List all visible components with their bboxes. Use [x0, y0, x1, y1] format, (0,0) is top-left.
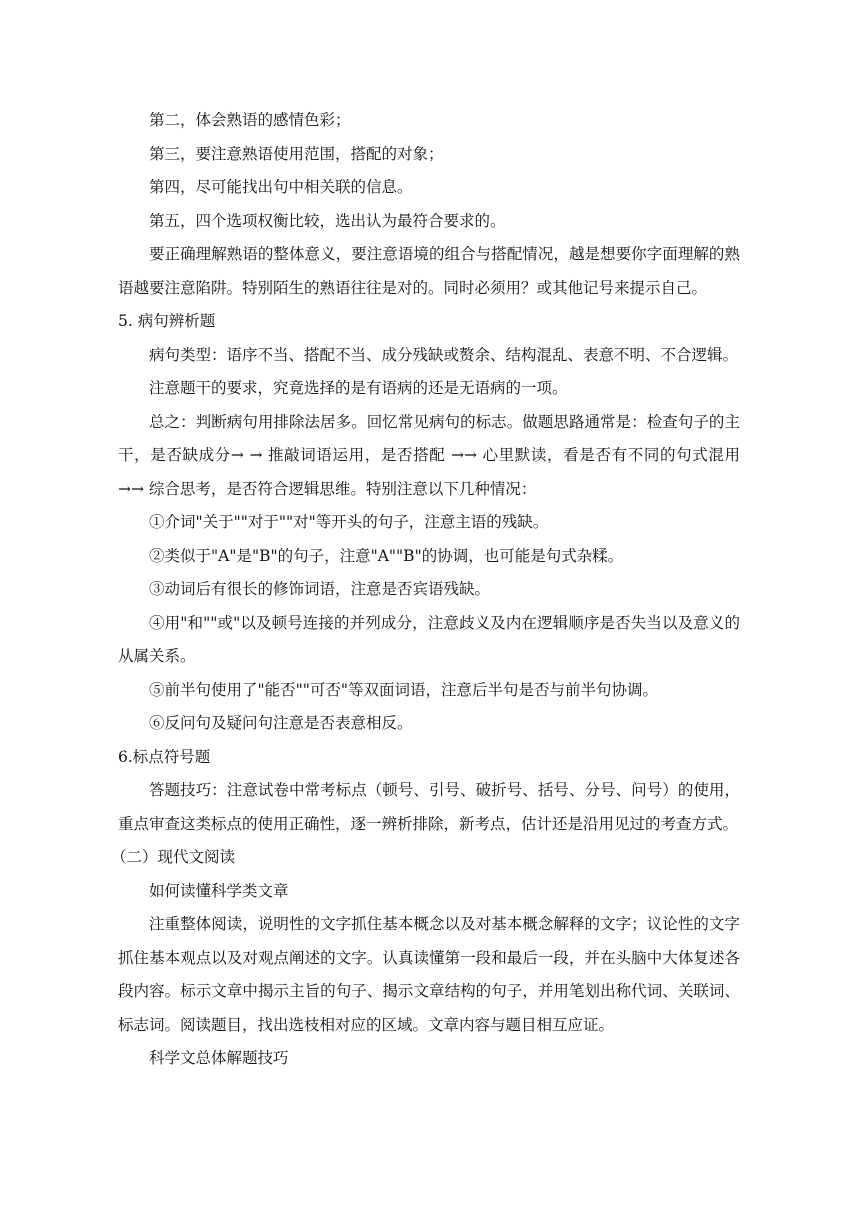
paragraph-summary: 总之：判断病句用排除法居多。回忆常见病句的标志。做题思路通常是：检查句子的主干，是否缺成分→ → 推敲词语运用，是否搭配 →→ 心里默读，看是否有不同的句式混用 →→ 综合思考，是否符合逻辑思维。特别注意以下几种情况：	[118, 412, 740, 498]
paragraph-second: 第二，体会熟语的感情色彩；	[149, 111, 351, 129]
paragraph-punctuation-tips: 答题技巧：注意试卷中常考标点（顿号、引号、破折号、括号、分号、问号）的使用，重点审查这类标点的使用正确性，逐一辨析排除，新考点，估计还是沿用见过的考查方式。	[118, 781, 740, 833]
heading-sentence-errors: 5. 病句辨析题	[118, 312, 216, 330]
list-item-3: ③动词后有很长的修饰词语，注意是否宾语残缺。	[149, 580, 491, 598]
paragraph-question-requirement: 注意题干的要求，究竟选择的是有语病的还是无语病的一项。	[149, 379, 568, 397]
paragraph-science-reading: 注重整体阅读，说明性的文字抓住基本概念以及对基本概念解释的文字；议论性的文字抓住基本观点以及对观点阐述的文字。认真读懂第一段和最后一段，并在头脑中大体复述各段内容。标示文章中揭示主旨的句子、揭示文章结构的句子，并用笔划出称代词、关联词、标志词。阅读题目，找出选枝相对应的区域。文章内容与题目相互应证。	[118, 915, 740, 1034]
list-item-1: ①介词"关于""对于""对"等开头的句子，注意主语的残缺。	[149, 513, 549, 531]
list-item-5: ⑤前半句使用了"能否""可否"等双面词语，注意后半句是否与前半句协调。	[149, 680, 659, 699]
heading-modern-reading: （二）现代文阅读	[111, 848, 236, 866]
subheading-science-techniques: 科学文总体解题技巧	[149, 1049, 289, 1067]
subheading-science-articles: 如何读懂科学类文章	[149, 881, 289, 900]
heading-punctuation: 6.标点符号题	[118, 747, 211, 766]
paragraph-third: 第三，要注意熟语使用范围，搭配的对象；	[149, 144, 444, 163]
paragraph-error-types: 病句类型：语序不当、搭配不当、成分残缺或赘余、结构混乱、表意不明、不合逻辑。	[149, 345, 739, 364]
list-item-4: ④用"和""或"以及顿号连接的并列成分，注意歧义及内在逻辑顺序是否失当以及意义的从属关系。	[118, 613, 740, 665]
paragraph-fourth: 第四，尽可能找出句中相关联的信息。	[149, 178, 413, 196]
list-item-2: ②类似于"A"是"B"的句子，注意"A""B"的协调，也可能是句式杂糅。	[149, 546, 624, 565]
paragraph-idiom-meaning: 要正确理解熟语的整体意义，要注意语境的组合与搭配情况，越是想要你字面理解的熟语越要注意陷阱。特别陌生的熟语往往是对的。同时必须用？或其他记号来提示自己。	[118, 245, 740, 297]
list-item-6: ⑥反问句及疑问句注意是否表意相反。	[149, 714, 413, 732]
document-page	[111, 104, 740, 1076]
paragraph-fifth: 第五，四个选项权衡比较，选出认为最符合要求的。	[149, 211, 506, 230]
